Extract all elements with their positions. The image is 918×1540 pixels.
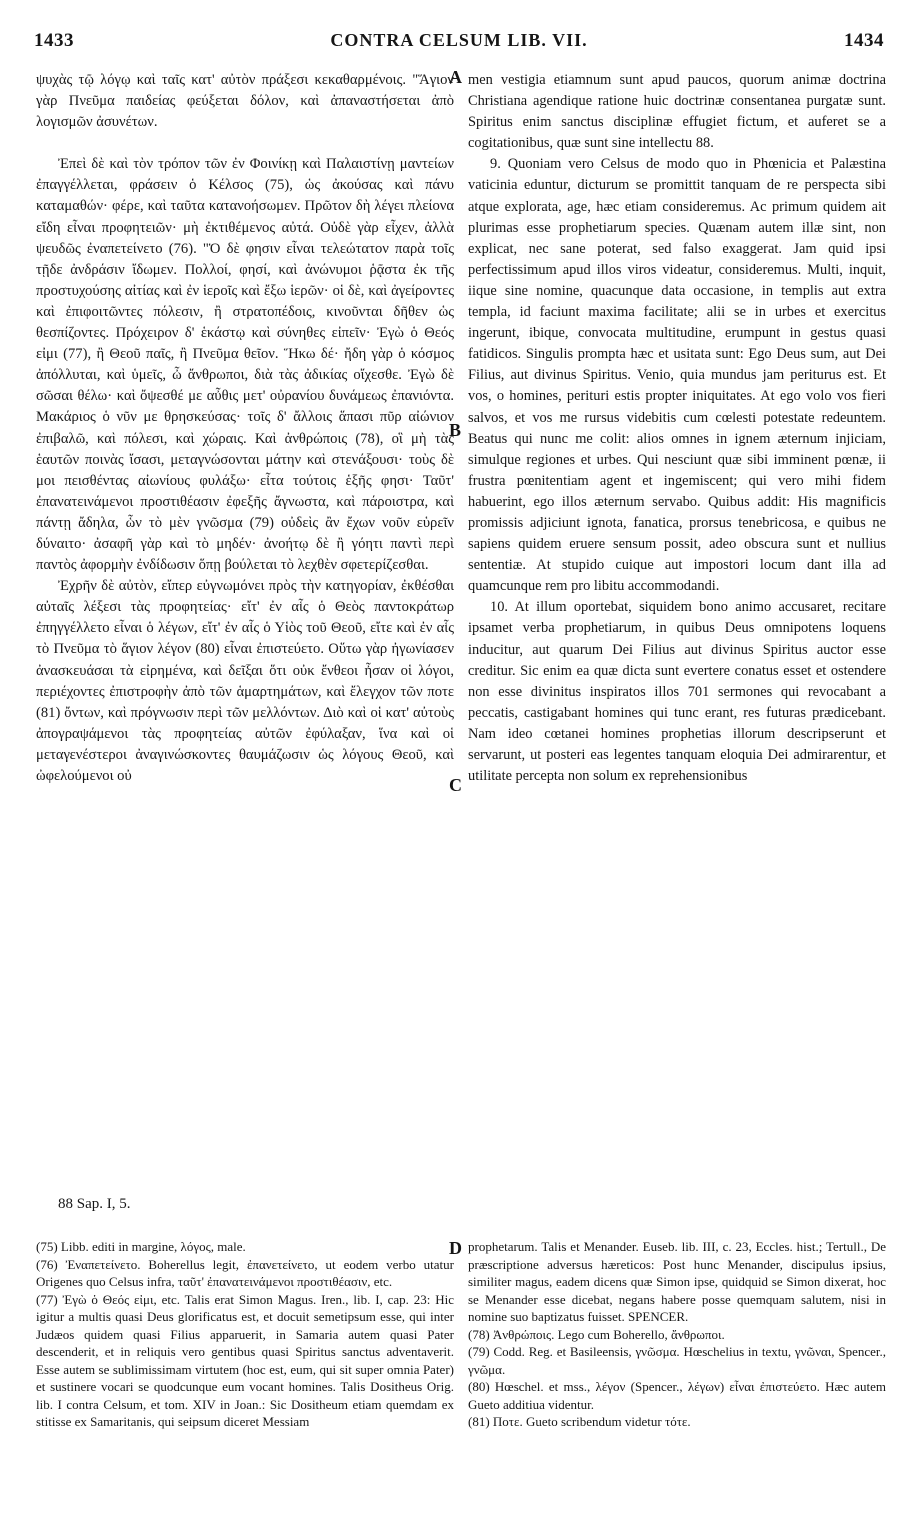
footnote-79: (79) Codd. Reg. et Basileensis, γνῶσμα. Hœschelius in textu, γνῶναι, Spencer., γνῶμα. <box>468 1344 886 1377</box>
greek-paragraph-1: ψυχὰς τῷ λόγῳ καὶ ταῖς κατ' αὐτὸν πράξεσι κεκαθαρμένοις. "Ἅγιον γὰρ Πνεῦμα παιδείας φεύξεται δόλον, καὶ ἀπαναστήσεται ἀπὸ λογισμῶν ἀσυνέτων. <box>36 72 454 131</box>
footnotes-left-column <box>36 1238 454 1431</box>
footnote-77: (77) Ἐγὼ ὁ Θεός εἰμι, etc. Talis erat Simon Magus. Iren., lib. I, cap. 23: Hic igitur a multis quasi Deus glorificatus est, et docuit semetipsum esse, qui inter Judæos quidem quasi Filius apparuerit, in Samaria autem quasi Pater descenderit, et in reliquis vero gentibus quasi Spiritus sanctus adventaverit. Esse autem se sublimissimam virtutem (hoc est, eum, qui sit super omnia Pater) et sustinere vocari se quodcunque eum vocant homines. Talis Dositheus Orig. lib. I contra Celsum, et tom. XIV in Joan.: Sic Dositheum etiam quemdam ex stitisse ex Samaritanis, qui seipsum diceret Messiam <box>36 1291 454 1429</box>
scripture-reference-note: 88 Sap. I, 5. <box>58 1196 131 1212</box>
latin-paragraph-1: men vestigia etiamnum sunt apud paucos, quorum animæ doctrina Christiana agendique ratione huic doctrinæ consentanea purgatæ sunt. Spiritus enim sanctus disciplinæ effugiet fictum, et auferet se a cogitationibus, quæ sunt sine intellectu 88. <box>468 72 886 152</box>
latin-text-column <box>468 70 886 787</box>
footnote-76: (76) Ἐναπετείνετο. Boherellus legit, ἐπανετείνετο, ut eodem verbo utatur Origenes quo Celsus infra, ταῦτ' ἐπανατεινάμενοι προστιθέασιν, etc. <box>36 1256 454 1289</box>
running-header <box>30 30 888 56</box>
page-number-left: 1433 <box>34 30 74 51</box>
greek-text-column <box>36 70 454 787</box>
greek-paragraph-3: Ἐχρῆν δὲ αὐτὸν, εἴπερ εὐγνωμόνει πρὸς τὴν κατηγορίαν, ἐκθέσθαι αὐταῖς λέξεσι τὰς προφητείας· εἴτ' ἐν αἷς ὁ Θεὸς παντοκράτωρ ἐπηγγέλλετο εἶναι ὁ λέγων, εἴτ' ἐν αἷς ὁ Υἱὸς τοῦ Θεοῦ, εἴτε καὶ ἐν αἷς τὸ Πνεῦμα τὸ ἅγιον λέγον (80) εἶναι ἐπιστεύετο. Οὕτω γὰρ ἠγωνίασεν ἀνασκευάσαι τὰ εἰρημένα, καὶ δεῖξαι ὅτι οὐκ ἔνθεοι ἦσαν οἱ λόγοι, περιέχοντες ἐπιστροφὴν ἀπὸ τῶν ἁμαρτημάτων, καὶ ἔλεγχον τῶν ποτε (81) ὄντων, καὶ πρόγνωσιν περὶ τῶν μελλόντων. Διὸ καὶ οἱ κατ' αὐτοὺς ἀπογραψάμενοι τὰς προφητείας αὐτῶν ἐφύλαξαν, ἵνα καὶ οἱ μεταγενέστεροι ἀναγινώσκοντες θαυμάζωσιν ὡς λόγους Θεοῦ, καὶ ὠφελούμενοι οὐ <box>36 578 454 784</box>
greek-paragraph-2: Ἐπεὶ δὲ καὶ τὸν τρόπον τῶν ἐν Φοινίκῃ καὶ Παλαιστίνῃ μαντείων ἐπαγγέλλεται, φράσειν ὁ Κέλσος (75), ὡς ἀκούσας καὶ πάνυ καταμαθών· φέρε, καὶ ταῦτα κατανοήσωμεν. Πρῶτον δὴ λέγει πλείονα εἴδη εἶναι προφητειῶν· μὴ ἐκτιθέμενος αὐτά. Οὐδὲ γὰρ εἶχεν, ἀλλὰ ψευδῶς ἐναπετείνετο (76). "Ὁ δὲ φησιν εἶναι τελεώτατον παρὰ τοῖς τῇδε ἀνδράσιν ἴδωμεν. Πολλοί, φησί, καὶ ἀνώνυμοι ῥᾷστα ἐκ τῆς προστυχούσης αἰτίας καὶ ἐν ἱεροῖς καὶ ἔξω ἱερῶν· οἱ δὲ, καὶ ἀγείροντες καὶ ἐπιφοιτῶντες πόλεσιν, ἢ στρατοπέδοις, κινοῦνται δῆθεν ὡς θεσπίζοντες. Πρόχειρον δ' ἑκάστῳ καὶ σύνηθες εἰπεῖν· Ἐγὼ ὁ Θεός εἰμι (77), ἢ Θεοῦ παῖς, ἢ Πνεῦμα θεῖον. Ἥκω δέ· ἤδη γὰρ ὁ κόσμος ἀπόλλυται, καὶ ὑμεῖς, ὦ ἄνθρωποι, διὰ τὰς ἀδικίας οἴχεσθε. Ἐγὼ δὲ σῶσαι θέλω· καὶ ὄψεσθέ με αὖθις μετ' οὐρανίου δυνάμεως ἐπανιόντα. Μακάριος ὁ νῦν με θρησκεύσας· τοῖς δ' ἄλλοις ἅπασι πῦρ αἰώνιον ἐπιβαλῶ, καὶ πόλεσι, καὶ χώραις. Καὶ ἀνθρώποις (78), οἳ μὴ τὰς ἑαυτῶν ποινὰς ἴσασι, μεταγνώσονται μάτην καὶ στενάξουσι· τοὺς δὲ μοι πεισθέντας αἰωνίους φυλάξω· εἶτα τούτοις ἑξῆς φησι· Ταῦτ' ἐπανατεινάμενοι προστιθέασιν ἐφεξῆς ἄγνωστα, καὶ πάροιστρα, καὶ πάντῃ ἄδηλα, ὧν τὸ μὲν γνῶσμα (79) οὐδεὶς ἂν ἔχων νοῦν εὑρεῖν δύναιτο· ἀσαφῆ γὰρ καὶ τὸ μηδέν· ἀνοήτῳ δὲ ἢ γόητι παντὶ περὶ παντὸς ἀφορμὴν ἐνδίδωσιν ὅπῃ βούλεται τὸ λεχθὲν σφετερίζεσθαι. <box>36 156 454 574</box>
page-number-right: 1434 <box>844 30 884 51</box>
section-marker-b: B <box>449 420 462 440</box>
section-marker-a: A <box>449 67 462 87</box>
latin-paragraph-3: 10. At illum oportebat, siquidem bono animo accusaret, recitare ipsamet verba prophetiarum, in quibus Deus omnipotens loquens inducitur, aut quarum Dei Filius aut divinus Spiritus auctor esse creditur. Sic enim ea quæ dicta sunt evertere conatus esset et ostendere non esse divinitus inspiratos illos 701 sermones qui revocabant a peccatis, castigabant homines qui tunc erant, res futuras prædicebant. Nam ideo cœtanei homines prophetias illorum descripserunt et servarunt, ut posteri eas legentes tanquam eloquia Dei admirarentur, et utilitate percepta non solum ex reprehensionibus <box>468 599 886 785</box>
section-marker-d: D <box>449 1238 462 1258</box>
footnote-80: (80) Hœschel. et mss., λέγον (Spencer., λέγων) εἶναι ἐπιστεύετο. Hæc autem Gueto additiua videntur. <box>468 1379 886 1412</box>
latin-paragraph-2: 9. Quoniam vero Celsus de modo quo in Phœnicia et Palæstina vaticinia eduntur, dicturum se promittit tanquam de re perspecta sibi atque explorata, age, hæc etiam consideremus. Ac primum quidem ait plurimas esse prophetiarum species. Quænam autem illæ sint, non explicat, nec sane poterat, sed falso exaggerat. Jam quid ipsi perfectissimum apud illos viros videatur, consideremus. Multi, inquit, iique sine nomine, quacunque data occasione, in templis aut extra templa, id faciunt maxima facilitate; alii se in urbes et exercitus ingerunt, ibique, convocata multitudine, erumpunt in gestus quasi fatidicos. Singulis prompta hæc et usitata sunt: Ego Deus sum, aut Dei Filius, aut divinus Spiritus. Venio, quia mundus jam periturus est. Et vos, o homines, perituri estis propter iniquitates. At ego volo vos fieri salvos, et vos me rursus videbitis cum cœlesti potestate redeuntem. Beatus qui nunc me colit: alios omnes in ignem æternum injiciam, simulque regiones et urbes. Qui nesciunt quæ sibi imminent pœnæ, ii frustra pœnitentiam agent et ingemiscent; qui vero mihi fidem habuerint, ego illos æternum servabo. Quibus addit: His magnificis promissis adjiciunt ignota, fanatica, prorsus tenebricosa, e quibus ne sapiens quidem eruere sensum possit, adeo obscura sunt et nullius sententiæ. At stupido cuique aut impostori locum dant illa ad quamcunque rem pro libitu accommodandi. <box>468 156 886 595</box>
footnote-75: (75) Libb. editi in margine, λόγος, male. <box>36 1239 246 1254</box>
running-title: CONTRA CELSUM LIB. VII. <box>330 30 588 50</box>
footnote-81: (81) Ποτε. Gueto scribendum videtur τότε. <box>468 1414 691 1429</box>
footnote-77-continued: prophetarum. Talis et Menander. Euseb. lib. III, c. 23, Eccles. hist.; Tertull., De præscriptione adversus hæreticos: Post hunc Menander, discipulus ipsius, similiter magus, eadem dicens quæ Simon ipse, quidquid se Simon dixerat, hoc se Menander esse dicebat, negans habere posse quemquam salutem, nisi in nomine suo baptizatus fuisset. SPENCER. <box>468 1239 886 1324</box>
section-marker-c: C <box>449 775 462 795</box>
footnote-78: (78) Ἀνθρώποις. Lego cum Boherello, ἄνθρωποι. <box>468 1326 725 1342</box>
footnotes-right-column <box>468 1238 886 1431</box>
